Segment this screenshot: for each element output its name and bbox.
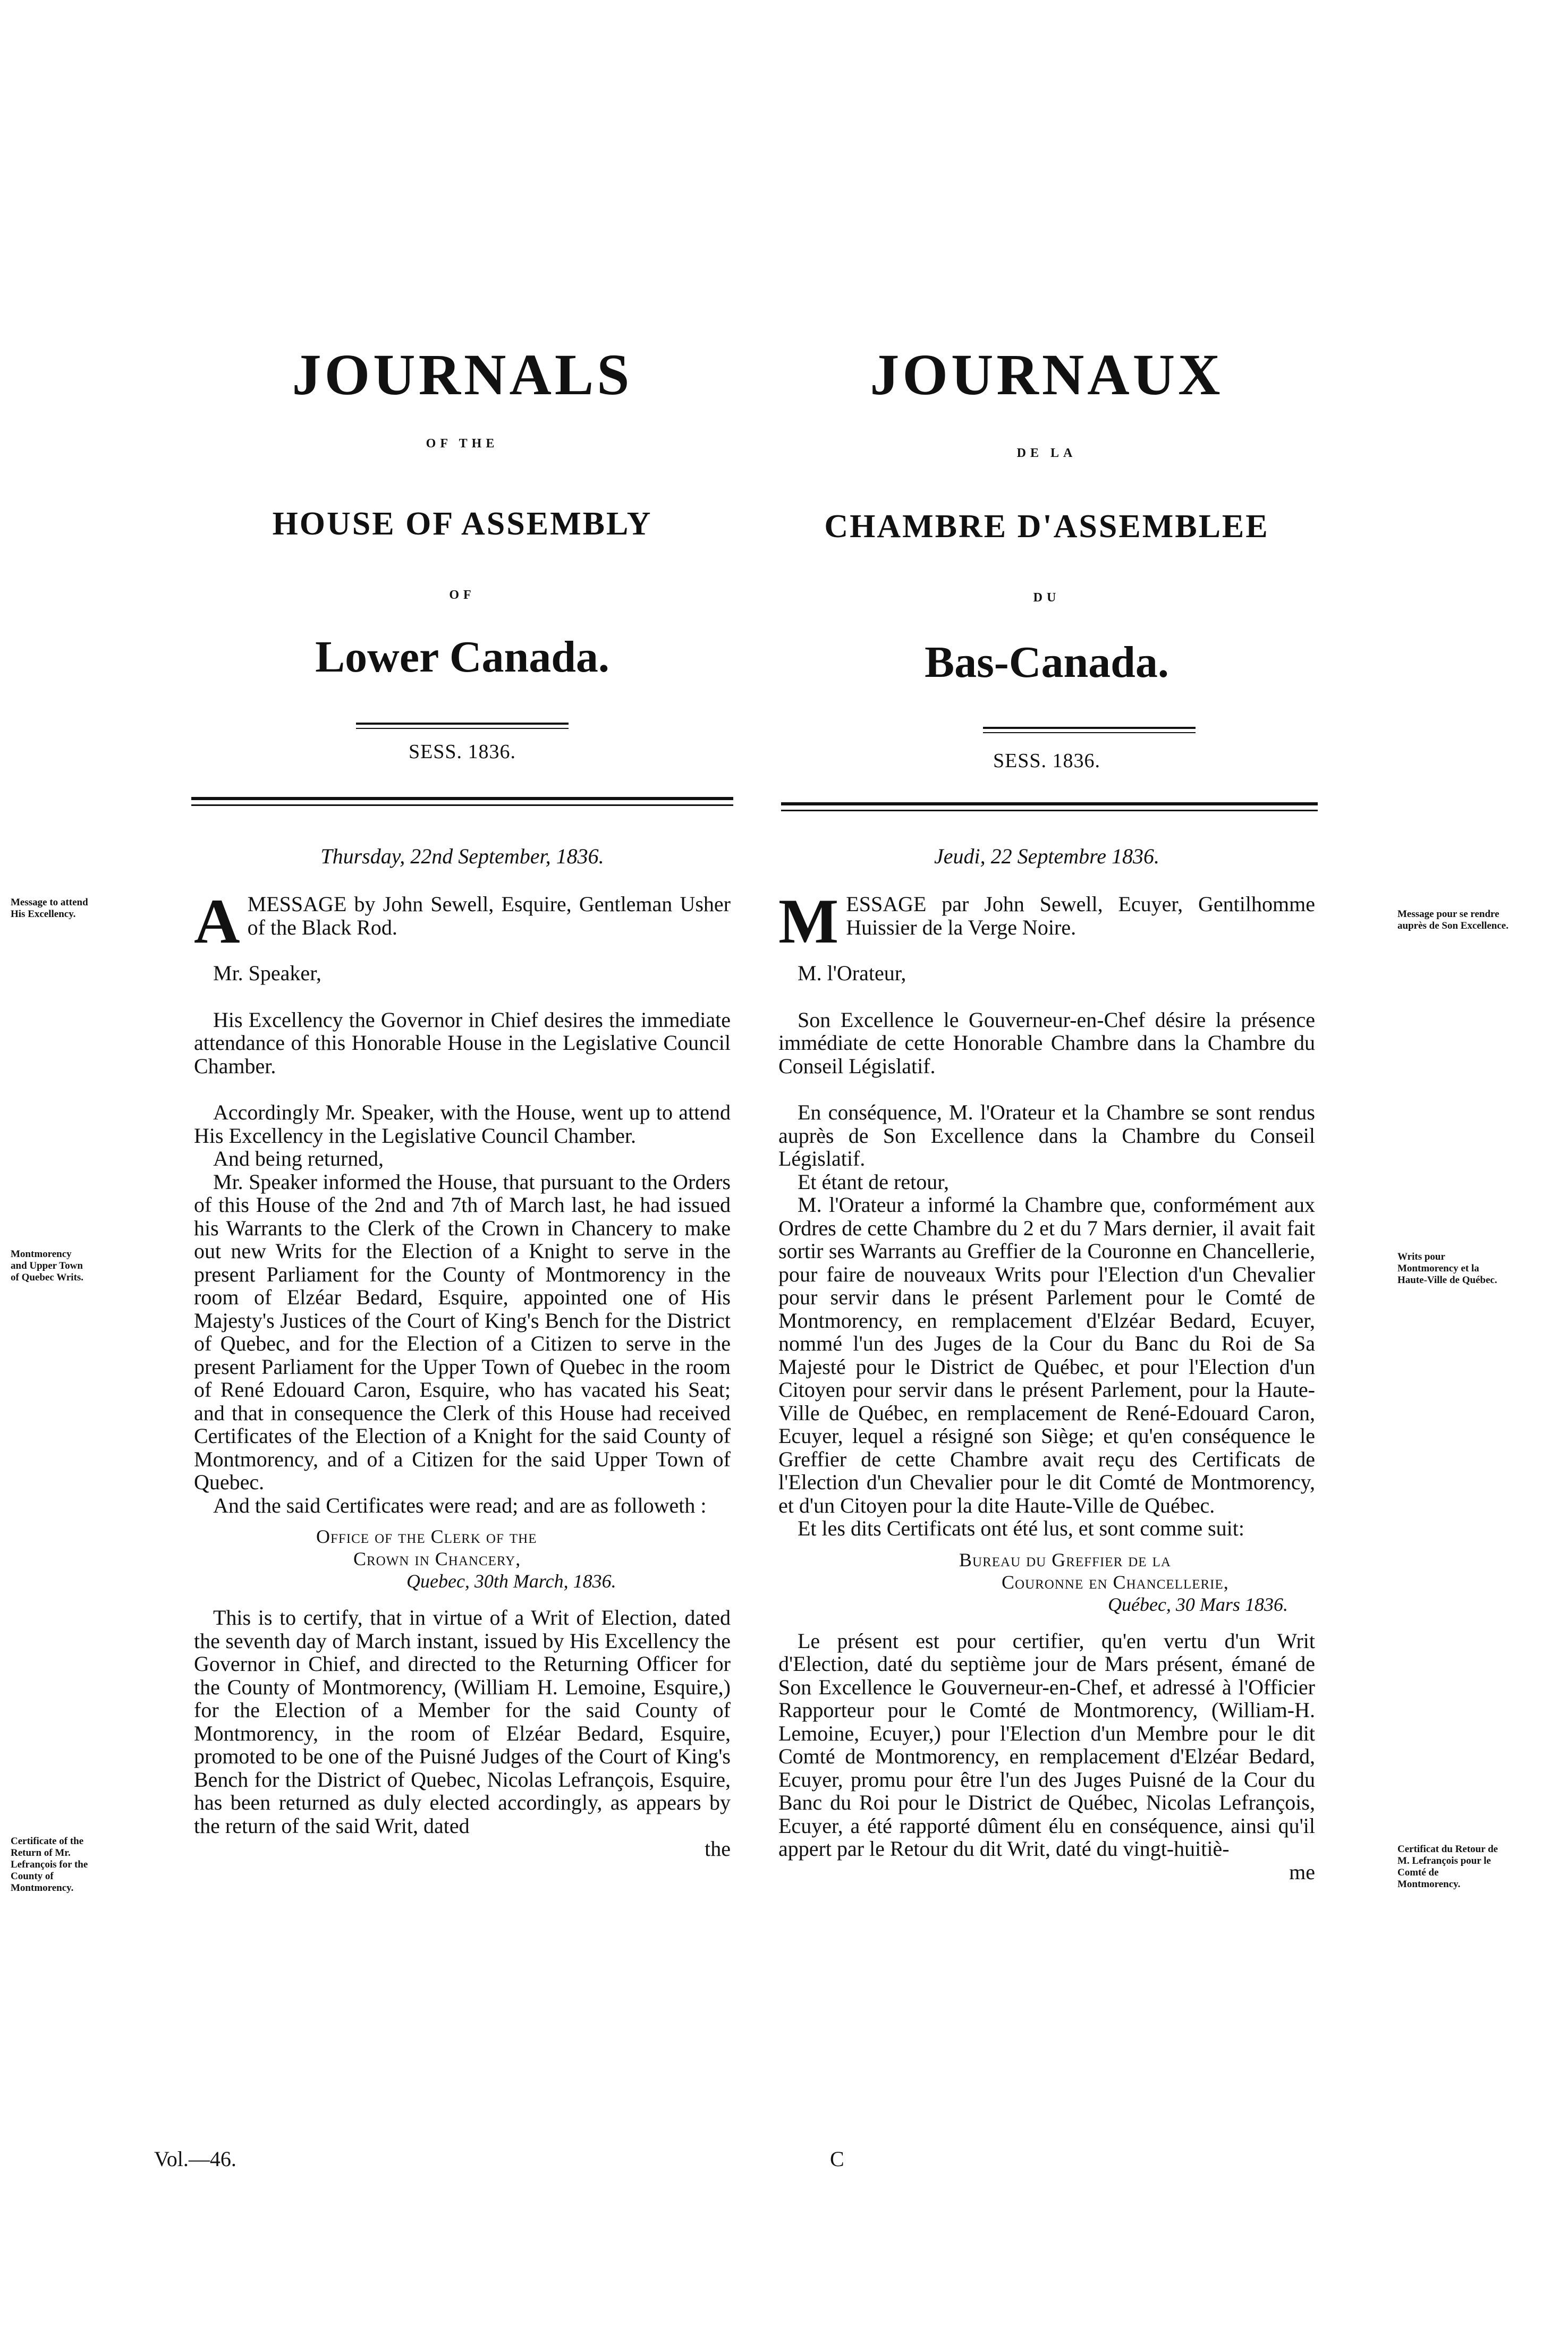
session-date: Jeudi, 22 Septembre 1836. [934, 844, 1159, 868]
drop-cap: A [194, 893, 240, 947]
short-rule [356, 723, 569, 729]
paragraph: And the said Certificates were read; and are as followeth : [213, 1493, 707, 1517]
office-heading [194, 1525, 731, 1592]
signature-mark: C [830, 2147, 844, 2171]
paragraph: His Excellency the Governor in Chief desires the immediate attendance of this Honorable House in the Legislative Council Chamber. [194, 1007, 731, 1078]
de-la-label: DE LA [1016, 446, 1077, 460]
paragraph: Le présent est pour certifier, qu'en vertu d'un Writ d'Election, daté du septième jour de Mars présent, émané de Son Excellence le Gouverneur-en-Chef, et adressé à l'Officier Rapporteur pour le Comté de Montmorency, (William-H. Lemoine, Ecuyer,) pour l'Election d'un Membre pour le dit Comté de Montmorency, en remplacement d'Elzéar Bedard, Ecuyer, promu pour être l'un des Juges Puisné de la Cour du Banc du Roi pour le District de Québec, Nicolas Lefrançois, Ecuyer, a été rapporté dûment élu en conséquence, ainsi qu'il appert par le Retour du dit Writ, daté du vingt-huitiè- [778, 1628, 1315, 1861]
margin-note: Certificat du Retour de M. Lefrançois pour le Comté de Montmorency. [1397, 1844, 1498, 1890]
salutation: M. l'Orateur, [798, 961, 906, 985]
of-the-label: OF THE [426, 437, 499, 451]
chambre-heading: CHAMBRE D'ASSEMBLEE [824, 508, 1269, 545]
paragraph: This is to certify, that in virtue of a Writ of Election, dated the seventh day of March instant, issued by His Excellency the Governor in Chief, and directed to the Returning Officer for the County of Montmorency, (William H. Lemoine, Esquire,) for the Election of a Member for the said County of Montmorency, in the room of Elzéar Bedard, Esquire, promoted to be one of the Puisné Judges of the Court of King's Bench for the District of Quebec, Nicolas Lefrançois, Esquire, has been returned as duly elected accordingly, as appears by the return of the said Writ, dated [194, 1606, 731, 1838]
office-line: Office of the Clerk of the [316, 1526, 537, 1547]
paragraph: Et étant de retour, [798, 1169, 949, 1194]
volume-number: Vol.—46. [154, 2147, 236, 2171]
heading-double-rule [781, 802, 1318, 811]
drop-cap: M [778, 893, 839, 947]
english-body [194, 893, 731, 1861]
office-line: Couronne en Chancellerie, [1002, 1571, 1229, 1593]
catchword: me [1289, 1860, 1315, 1884]
province-heading: Bas-Canada. [925, 638, 1169, 687]
session-date: Thursday, 22nd September, 1836. [320, 844, 604, 868]
journals-title: JOURNALS [292, 342, 633, 407]
office-line: Bureau du Greffier de la [959, 1549, 1171, 1571]
margin-note: Montmorency and Upper Town of Quebec Writs. [11, 1249, 84, 1283]
paragraph: And being returned, [213, 1147, 384, 1170]
margin-note: Certificate of the Return of Mr. Lefrançois for the County of Montmorency. [11, 1836, 88, 1894]
heading-double-rule [191, 797, 733, 806]
province-heading: Lower Canada. [315, 632, 609, 682]
french-body [778, 893, 1315, 1883]
margin-note: Message pour se rendre auprès de Son Excellence. [1397, 909, 1508, 931]
journaux-title: JOURNAUX [870, 342, 1224, 407]
du-label: DU [1033, 591, 1061, 605]
of-label: OF [449, 588, 476, 602]
office-line: Crown in Chancery, [353, 1548, 521, 1569]
office-date: Québec, 30 Mars 1836. [1108, 1593, 1288, 1615]
session-label: SESS. 1836. [408, 741, 516, 763]
message-paragraph [194, 893, 731, 947]
paragraph: Mr. Speaker informed the House, that pursuant to the Orders of this House of the 2nd and 7th of March last, he had issued his Warrants to the Clerk of the Crown in Chancery to make out new Writs for the Election of a Knight to serve in the present Parliament for the County of Montmorency in the room of Elzéar Bedard, Esquire, appointed one of His Majesty's Justices of the Court of King's Bench for the District of Quebec, and for the Election of a Citizen to serve in the present Parliament for the Upper Town of Quebec in the room of René Edouard Caron, Esquire, who has vacated his Seat; and that in consequence the Clerk of this House had received Certificates of the Election of a Knight for the said County of Montmorency, and of a Citizen for the said Upper Town of Quebec. [194, 1169, 731, 1494]
paragraph: M. l'Orateur a informé la Chambre que, conformément aux Ordres de cette Chambre du 2 et du 7 Mars dernier, il avait fait sortir ses Warrants au Greffier de la Couronne en Chancellerie, pour faire de nouveaux Writs pour l'Election d'un Chevalier pour servir dans le présent Parlement pour le Comté de Montmorency, en remplacement d'Elzéar Bedard, Ecuyer, nommé l'un des Juges de la Cour du Banc du Roi de Sa Majesté pour le District de Québec, et pour l'Election d'un Citoyen pour servir dans le présent Parlement, pour la Haute-Ville de Québec, en remplacement de René-Edouard Caron, Ecuyer, lequel a résigné son Siège; et qu'en conséquence le Greffier de cette Chambre avait reçu des Certificats de l'Election d'un Chevalier pour le dit Comté de Montmorency, et d'un Citoyen pour la dite Haute-Ville de Québec. [778, 1193, 1315, 1517]
house-of-assembly-heading: HOUSE OF ASSEMBLY [272, 506, 652, 542]
salutation: Mr. Speaker, [213, 961, 321, 985]
paragraph: Son Excellence le Gouverneur-en-Chef désire la présence immédiate de cette Honorable Chambre dans la Chambre du Conseil Législatif. [778, 1007, 1315, 1078]
message-text: MESSAGE by John Sewell, Esquire, Gentleman Usher of the Black Rod. [247, 893, 731, 939]
message-paragraph [778, 893, 1315, 947]
message-text: ESSAGE par John Sewell, Ecuyer, Gentilhomme Huissier de la Verge Noire. [846, 893, 1315, 939]
office-heading [778, 1549, 1315, 1616]
margin-note: Writs pour Montmorency et la Haute-Ville de Québec. [1397, 1251, 1497, 1286]
margin-note: Message to attend His Excellency. [11, 897, 88, 920]
paragraph: En conséquence, M. l'Orateur et la Chambre se sont rendus auprès de Son Excellence dans la Chambre du Conseil Législatif. [778, 1100, 1315, 1170]
office-date: Quebec, 30th March, 1836. [406, 1571, 616, 1592]
short-rule [983, 727, 1196, 733]
paragraph: Accordingly Mr. Speaker, with the House, went up to attend His Excellency in the Legislative Council Chamber. [194, 1100, 731, 1148]
paragraph: Et les dits Certificats ont été lus, et sont comme suit: [798, 1516, 1244, 1540]
session-label: SESS. 1836. [993, 750, 1101, 772]
catchword: the [705, 1837, 731, 1861]
